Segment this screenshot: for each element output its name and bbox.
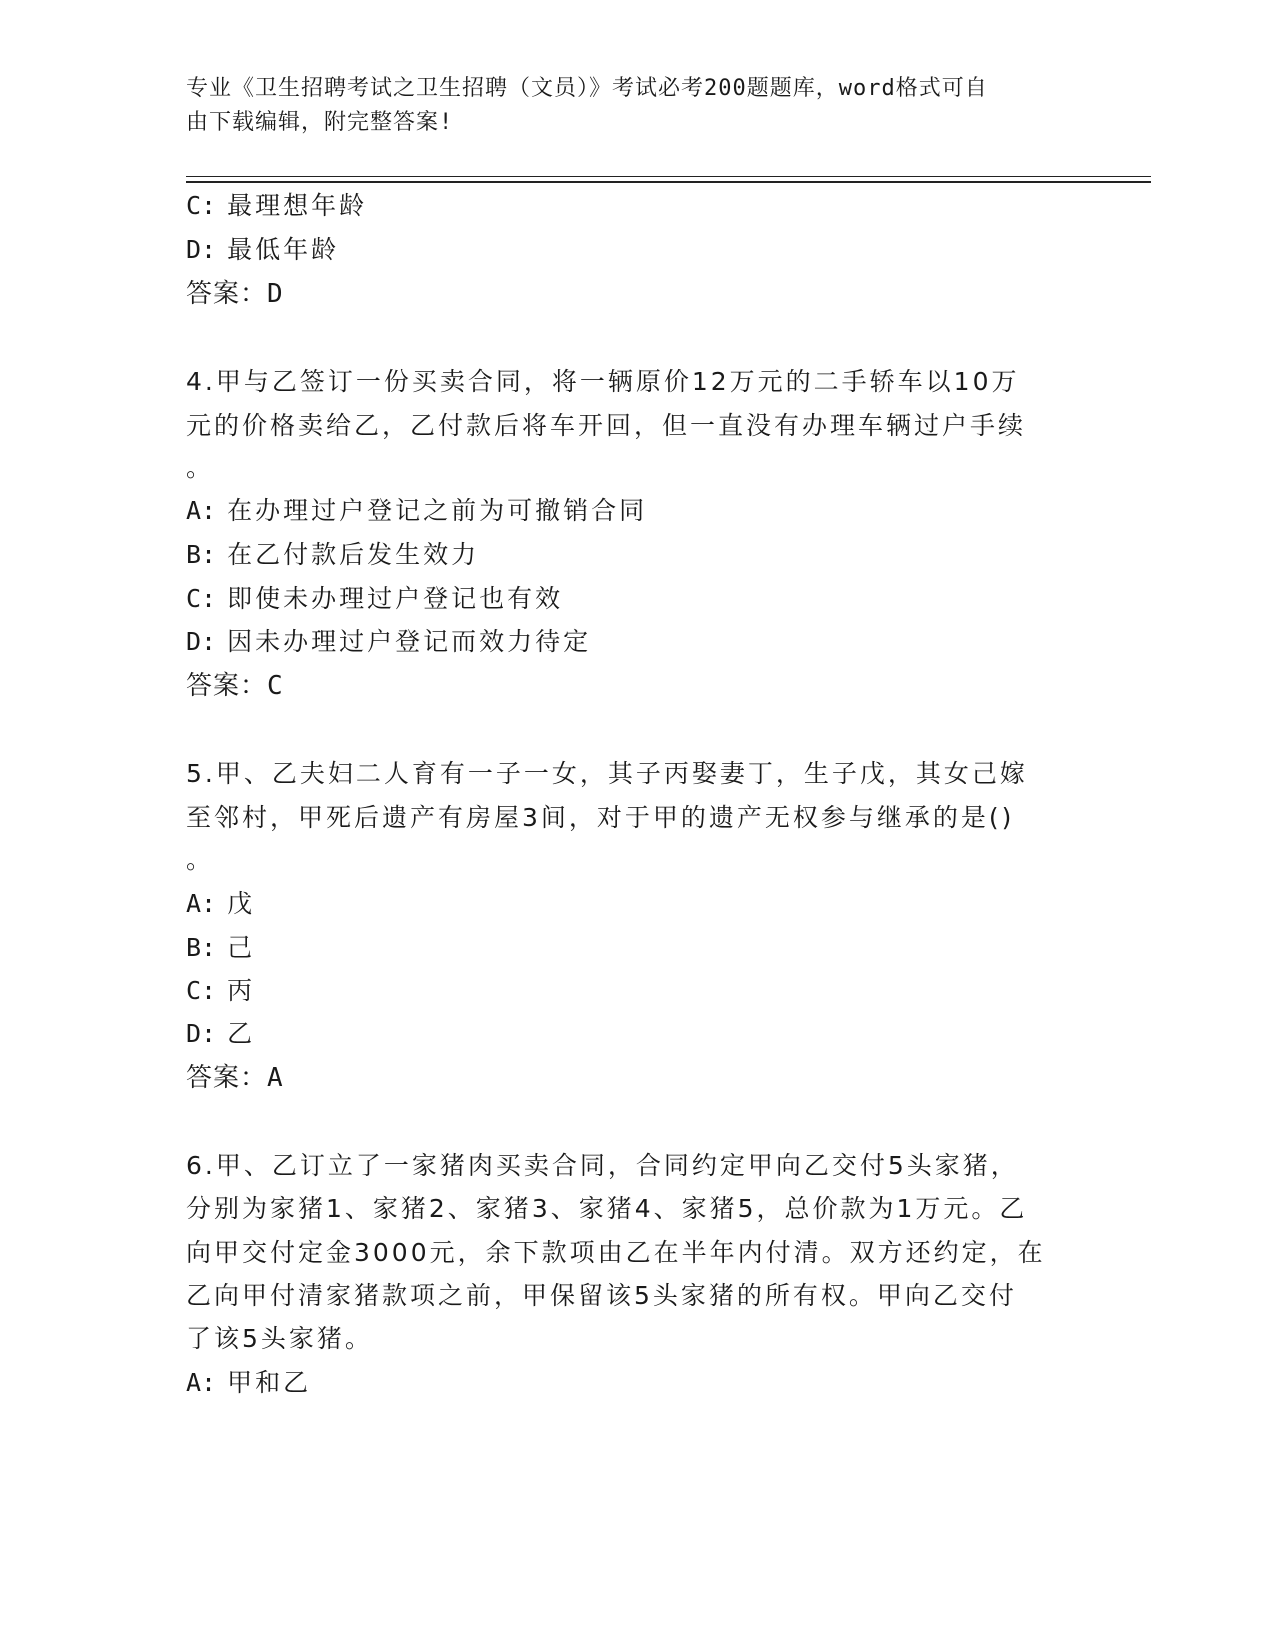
q6-stem-line-4: 乙向甲付清家猪款项之前，甲保留该5头家猪的所有权。甲向乙交付: [186, 1281, 1017, 1310]
prev-option-c: C: 最理想年龄: [186, 191, 368, 220]
q4-option-d: D: 因未办理过户登记而效力待定: [186, 627, 592, 656]
header-divider-bottom: [186, 181, 1151, 183]
q4-option-c: C: 即使未办理过户登记也有效: [186, 584, 564, 613]
q4-option-a: A: 在办理过户登记之前为可撤销合同: [186, 496, 648, 525]
q4-stem-line-3: 。: [186, 453, 215, 482]
document-header: [186, 72, 1066, 140]
prev-option-d: D: 最低年龄: [186, 235, 340, 264]
q4-stem-line-1: 4.甲与乙签订一份买卖合同，将一辆原价12万元的二手轿车以10万: [186, 367, 1020, 396]
q6-stem-line-3: 向甲交付定金3000元，余下款项由乙在半年内付清。双方还约定，在: [186, 1238, 1046, 1267]
q5-option-c: C: 丙: [186, 976, 256, 1005]
q4-option-b: B: 在乙付款后发生效力: [186, 540, 480, 569]
q6-stem-line-2: 分别为家猪1、家猪2、家猪3、家猪4、家猪5，总价款为1万元。乙: [186, 1194, 1028, 1223]
q5-option-d: D: 乙: [186, 1019, 256, 1048]
header-line-2: 由下载编辑，附完整答案!: [186, 110, 454, 135]
q5-stem-line-2: 至邻村，甲死后遗产有房屋3间，对于甲的遗产无权参与继承的是(): [186, 803, 1015, 832]
q4-answer: 答案：C: [186, 671, 284, 701]
q5-option-a: A: 戊: [186, 889, 256, 918]
q5-option-b: B: 己: [186, 933, 256, 962]
header-divider-top: [186, 176, 1151, 177]
q6-stem-line-1: 6.甲、乙订立了一家猪肉买卖合同，合同约定甲向乙交付5头家猪，: [186, 1151, 1019, 1180]
q5-stem-line-1: 5.甲、乙夫妇二人育有一子一女，其子丙娶妻丁，生子戊，其女己嫁: [186, 759, 1028, 788]
q6-option-a: A: 甲和乙: [186, 1368, 312, 1397]
q5-answer: 答案：A: [186, 1063, 284, 1093]
prev-answer: 答案：D: [186, 279, 284, 309]
q4-stem-line-2: 元的价格卖给乙，乙付款后将车开回，但一直没有办理车辆过户手续: [186, 411, 1027, 440]
q5-stem-line-3: 。: [186, 845, 215, 874]
header-line-1: 专业《卫生招聘考试之卫生招聘（文员）》考试必考200题题库，word格式可自: [186, 76, 988, 101]
q6-stem-line-5: 了该5头家猪。: [186, 1324, 373, 1353]
